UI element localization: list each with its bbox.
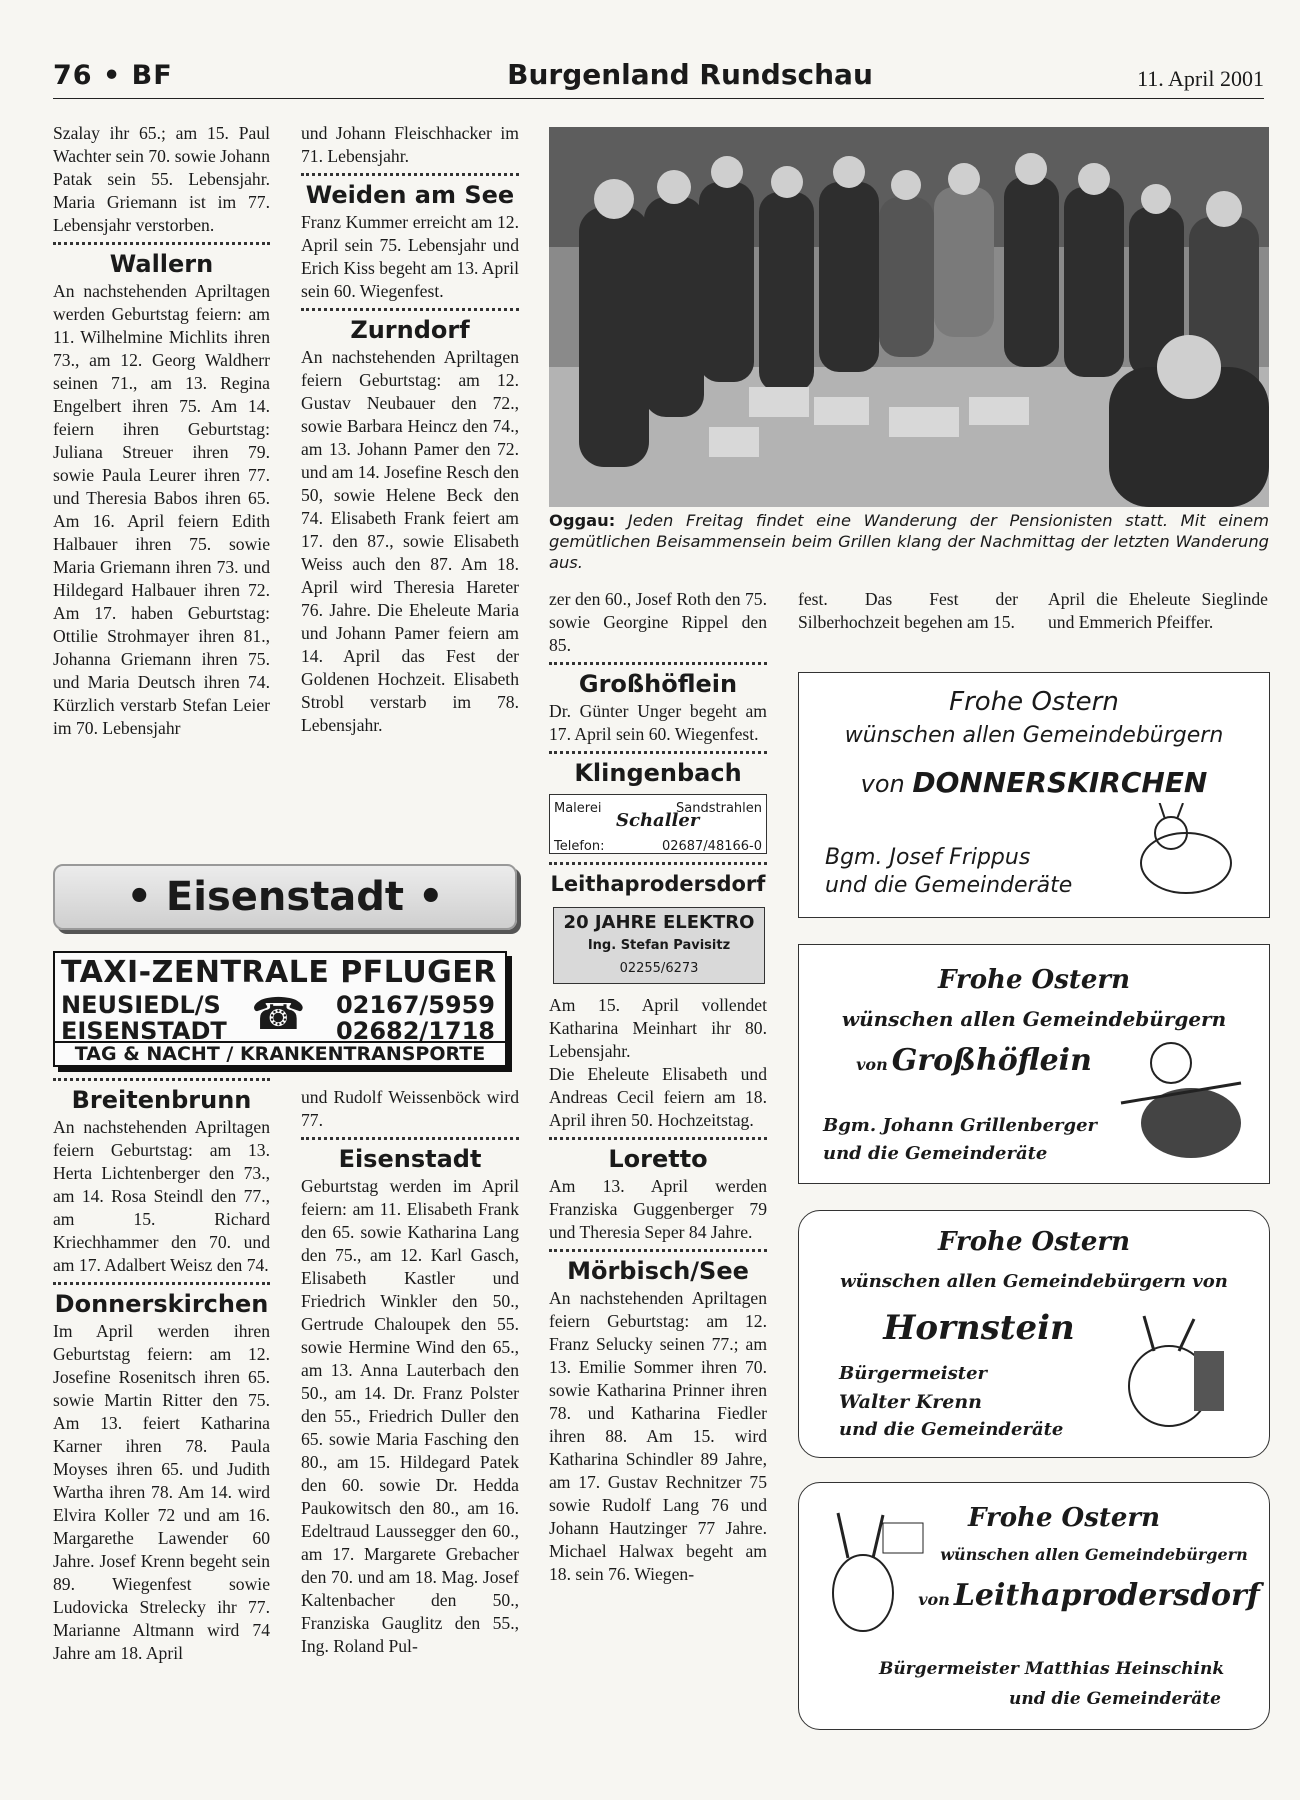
taxi-name: TAXI-ZENTRALE PFLUGER <box>61 955 497 990</box>
dotted-separator <box>53 1078 270 1081</box>
article-text: An nachstehenden Apriltagen feiern Geburtstag: am 12. Franz Selucky seinen 77.; am 13. Emilie Sommer ihren 70. sowie Katharina Prinner ihren 78. und Katharina Fiedler ihren 88. Am 15. wird Katharina Schindler 89 Jahre, am 17. Gustav Rechnitzer 75 sowie Rudolf Lang 76 und Johann Hautzinger 77 Jahre. Michael Halwax begeht am 18. sein 76. Wiegen- <box>549 1288 767 1584</box>
dotted-separator <box>549 862 767 865</box>
section-heading-zurndorf: Zurndorf <box>350 316 470 344</box>
taxi-service: TAG & NACHT / KRANKENTRANSPORTE <box>55 1041 505 1065</box>
easter-bunny-icon <box>1109 1311 1239 1441</box>
ad-line: wünschen allen Gemeindebürgern von <box>840 1271 1228 1292</box>
article-text: Am 15. April vollendet Katharina Meinhart ihr 80. Lebensjahr. <box>549 995 767 1061</box>
electrician-advertisement <box>553 907 765 984</box>
dotted-separator <box>549 662 767 665</box>
column-2-bottom <box>301 1086 519 1658</box>
taxi-advertisement <box>53 951 507 1067</box>
article-text: Dr. Günter Unger begeht am 17. April sein 60. Wiegenfest. <box>549 701 767 744</box>
ad-phone: 02687/48166-0 <box>661 839 762 854</box>
section-heading-moerbisch: Mörbisch/See <box>567 1257 749 1285</box>
section-heading-weiden: Weiden am See <box>305 181 515 209</box>
article-text: Geburtstag werden im April feiern: am 11. Elisabeth Frank den 65. sowie Katharina Lang den 75., am 12. Karl Gasch, Elisabeth Kastler und Friedrich Winkler den 50., Gertrude Chaloupek den 55. sowie Hermine Wind den 65., am 13. Anna Lauterbach den 50., am 14. Dr. Franz Polster den 55., Friedrich Duller den 65. sowie Maria Fasching den 80., am 15. Hildegard Patek den 60. sowie Dr. Hedda Paukowitsch den 80., am 16. Edeltraud Laussegger den 60., am 17. Margarete Grebacher den 70. und am 18. Mag. Josef Kaltenbacher den 50., Franziska Gauglitz den 55., Ing. Roland Pul- <box>301 1176 519 1656</box>
article-text: und Rudolf Weissenböck wird 77. <box>301 1087 519 1130</box>
ad-town: Großhöflein <box>891 1043 1092 1078</box>
newspaper-title: Burgenland Rundschau <box>507 58 873 91</box>
header-rule <box>53 98 1264 99</box>
column-4-top <box>798 588 1018 634</box>
column-3 <box>549 588 767 1586</box>
section-heading-breitenbrunn: Breitenbrunn <box>71 1086 252 1114</box>
ad-council: und die Gemeinderäte <box>825 873 1073 898</box>
dotted-separator <box>53 1282 270 1285</box>
column-1-top <box>53 122 270 740</box>
section-heading-grosshoeflein: Großhöflein <box>578 670 738 698</box>
section-heading-donnerskirchen: Donnerskirchen <box>54 1290 269 1318</box>
article-text: und Johann Fleischhacker im 71. Lebensjahr. <box>301 123 519 166</box>
article-text: An nachstehenden Apriltagen feiern Geburtstag: am 13. Herta Lichtenberger den 73., am 14. Rosa Steindl den 77., am 15. Richard Kriechhammer den 70. und am 17. Adalbert Weisz den 74. <box>53 1117 270 1275</box>
photo-caption <box>549 510 1269 573</box>
ad-council: und die Gemeinderäte <box>1009 1689 1221 1709</box>
ad-left-text: Malerei <box>554 801 602 816</box>
article-text: An nachstehenden Apriltagen werden Geburtstag feiern: am 11. Wilhelmine Michlits ihren 73., am 12. Georg Waldherr seinen 71., am 13. Regina Engelbert ihren 75. Am 14. feiern ihren Geburtstag: Juliana Streuer ihren 79. sowie Paula Leurer ihren 77. und Theresia Babos ihren 65. Am 16. April feiern Edith Halbauer ihren 75. sowie Maria Griemann ihren 73. und Hildegard Halbauer ihren 72. Am 17. haben Geburtstag: Ottilie Strohmayer ihren 81., Johanna Griemann ihren 75. und Maria Deutsch ihren 74. Kürzlich verstarb Stefan Leier im 70. Lebensjahr <box>53 281 270 738</box>
ad-mayor: Bürgermeister Matthias Heinschink <box>879 1659 1225 1679</box>
region-banner: • Eisenstadt • <box>53 864 517 930</box>
ad-logo: Schaller <box>616 810 700 831</box>
ad-mayor-label: Bürgermeister <box>839 1363 988 1384</box>
taxi-city-1: NEUSIEDL/S <box>61 991 221 1019</box>
column-2-top <box>301 122 519 737</box>
article-text: zer den 60., Josef Roth den 75. sowie Georgine Rippel den 85. <box>549 589 767 655</box>
ad-mayor: Walter Krenn <box>839 1391 982 1413</box>
ad-town-line <box>909 1578 1269 1613</box>
easter-ad-donnerskirchen <box>798 672 1270 918</box>
ad-greeting: Frohe Ostern <box>949 687 1119 717</box>
dotted-separator <box>301 173 519 176</box>
ad-mayor: Bgm. Josef Frippus <box>825 845 1031 870</box>
page-number: 76 • BF <box>53 60 173 91</box>
photo-illustration <box>549 127 1269 507</box>
easter-ad-hornstein <box>798 1210 1270 1458</box>
column-1-bottom <box>53 1073 270 1665</box>
caption-text: Jeden Freitag findet eine Wanderung der Pensionisten statt. Mit einem gemütlichen Beisammensein beim Grillen klang der Nachmittag der letzten Wanderung aus. <box>549 511 1269 572</box>
dotted-separator <box>53 242 270 245</box>
easter-bunny-icon <box>813 1503 933 1643</box>
ad-right-text: Sandstrahlen <box>676 801 762 816</box>
ad-mayor: Bgm. Johann Grillenberger <box>823 1115 1098 1136</box>
ad-phone: 02255/6273 <box>619 961 699 976</box>
caption-place: Oggau: <box>549 511 616 530</box>
easter-bunny-icon <box>1111 1023 1251 1173</box>
ad-von: von <box>860 770 905 798</box>
ad-town: DONNERSKIRCHEN <box>912 766 1208 799</box>
dotted-separator <box>301 1137 519 1140</box>
ad-line: wünschen allen Gemeindebürgern <box>844 723 1224 748</box>
ad-line: wünschen allen Gemeindebürgern <box>841 1007 1227 1031</box>
ad-greeting: Frohe Ostern <box>938 1227 1130 1257</box>
ad-council: und die Gemeinderäte <box>823 1143 1048 1164</box>
easter-ad-leithaprodersdorf <box>798 1482 1270 1730</box>
article-text: An nachstehenden Apriltagen feiern Geburtstag: am 12. Gustav Neubauer den 72., sowie Barbara Heincz den 74., am 13. Johann Pamer den 72. und am 14. Josefine Resch den 50, sowie Helene Beck den 74. Elisabeth Frank feiert am 17. den 87., sowie Elisabeth Weiss auch den 87. Am 18. April wird Theresia Hareter 76. Jahre. Die Eheleute Maria und Johann Pamer feiern am 14. April das Fest der Goldenen Hochzeit. Elisabeth Strobl verstarb im 78. Lebensjahr. <box>301 347 519 735</box>
section-heading-klingenbach: Klingenbach <box>574 759 742 787</box>
column-5-top <box>1048 588 1268 634</box>
easter-ad-grosshoeflein <box>798 944 1270 1184</box>
ad-name: Ing. Stefan Pavisitz <box>587 938 731 953</box>
dotted-separator <box>301 308 519 311</box>
news-photo <box>549 127 1269 507</box>
telephone-icon: ☎ <box>251 989 306 1040</box>
ad-title: 20 JAHRE ELEKTRO <box>563 912 755 933</box>
article-text: Die Eheleute Elisabeth und Andreas Cecil feiern am 18. April ihren 50. Hochzeitstag. <box>549 1064 767 1130</box>
ad-von: von <box>856 1055 888 1074</box>
taxi-phone-1: 02167/5959 <box>335 991 495 1019</box>
ad-line: wünschen allen Gemeindebürgern <box>940 1545 1248 1564</box>
article-text: Am 13. April werden Franziska Guggenberger 79 und Theresia Seper 84 Jahre. <box>549 1176 767 1242</box>
dotted-separator <box>549 1137 767 1140</box>
ad-greeting: Frohe Ostern <box>938 965 1130 995</box>
dotted-separator <box>549 751 767 754</box>
article-text: Szalay ihr 65.; am 15. Paul Wachter sein 70. sowie Johann Patak sein 55. Lebensjahr. Maria Griemann ist im 77. Lebensjahr verstorben. <box>53 123 270 235</box>
ad-town-line <box>799 766 1269 799</box>
taxi-city-2: EISENSTADT <box>61 1017 227 1045</box>
section-heading-leithaprodersdorf: Leithaprodersdorf <box>550 872 766 896</box>
article-text: Franz Kummer erreicht am 12. April sein 75. Lebensjahr und Erich Kiss begeht am 13. April sein 60. Wiegenfest. <box>301 212 519 301</box>
section-heading-wallern: Wallern <box>109 250 214 278</box>
easter-bunny-icon <box>1131 803 1241 903</box>
ad-council: und die Gemeinderäte <box>839 1419 1064 1440</box>
ad-town: Leithaprodersdorf <box>953 1578 1260 1613</box>
dotted-separator <box>549 1249 767 1252</box>
issue-date: 11. April 2001 <box>1137 66 1264 91</box>
article-text: Im April werden ihren Geburtstag feiern: am 12. Josefine Rosenitsch ihren 65. sowie Martin Ritter den 75. Am 13. feiert Katharina Karner ihren 78. Paula Moyses ihren 65. und Judith Wartha ihren 78. Am 14. wird Elvira Koller 72 und am 16. Margarethe Lawender 60 Jahre. Josef Krenn begeht sein 89. Wiegenfest sowie Ludovicka Strelecky ihr 77. Marianne Altmann wird 74 Jahre am 18. April <box>53 1321 270 1663</box>
section-heading-eisenstadt: Eisenstadt <box>338 1145 482 1173</box>
ad-von: von <box>918 1590 950 1609</box>
taxi-phone-2: 02682/1718 <box>335 1017 495 1045</box>
article-text: fest. Das Fest der Silberhochzeit begehen am 15. <box>798 589 1018 632</box>
ad-greeting: Frohe Ostern <box>968 1503 1160 1533</box>
ad-town: Hornstein <box>883 1308 1075 1348</box>
article-text: April die Eheleute Sieglinde und Emmerich Pfeiffer. <box>1048 589 1268 632</box>
painter-advertisement <box>549 794 767 854</box>
ad-phone-label: Telefon: <box>554 839 605 854</box>
section-heading-loretto: Loretto <box>608 1145 708 1173</box>
